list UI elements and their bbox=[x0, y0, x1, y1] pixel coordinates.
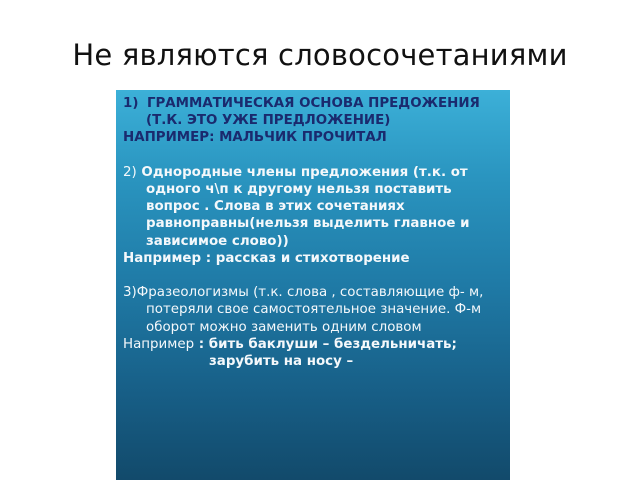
item-3-example bbox=[123, 336, 504, 353]
item-3-example-2: зарубить на носу – bbox=[209, 354, 354, 370]
item-2-text: Однородные члены предложения (т.к. от одного ч\п к другому нельзя поставить вопрос . Слова в этих сочетаниях равноправны(нельзя выделить главное и зависимое слово)) bbox=[141, 164, 470, 249]
item-2-number: 2) bbox=[123, 164, 137, 180]
item-1-text: ГРАММАТИЧЕСКАЯ ОСНОВА ПРЕДОЖЕНИЯ (Т.К. ЭТО УЖЕ ПРЕДЛОЖЕНИЕ) bbox=[146, 96, 480, 129]
item-3-example-value: : бить баклуши – бездельничать; bbox=[194, 336, 457, 352]
slide-title: Не являются словосочетаниями bbox=[72, 38, 568, 72]
item-1-example: НАПРИМЕР: МАЛЬЧИК ПРОЧИТАЛ bbox=[123, 130, 387, 146]
spacer bbox=[123, 267, 504, 284]
item-3: 3)Фразеологизмы (т.к. слова , составляющие ф- м, потеряли свое самостоятельное значение. Ф-м оборот можно заменить одним словом bbox=[123, 285, 484, 335]
content-box bbox=[116, 90, 510, 480]
spacer bbox=[123, 147, 504, 164]
item-2 bbox=[123, 164, 504, 250]
item-1 bbox=[123, 95, 504, 129]
item-1-number: 1) bbox=[123, 96, 139, 111]
item-3-example-label: Например bbox=[123, 336, 195, 352]
item-2-example: Например : рассказ и стихотворение bbox=[123, 250, 410, 266]
